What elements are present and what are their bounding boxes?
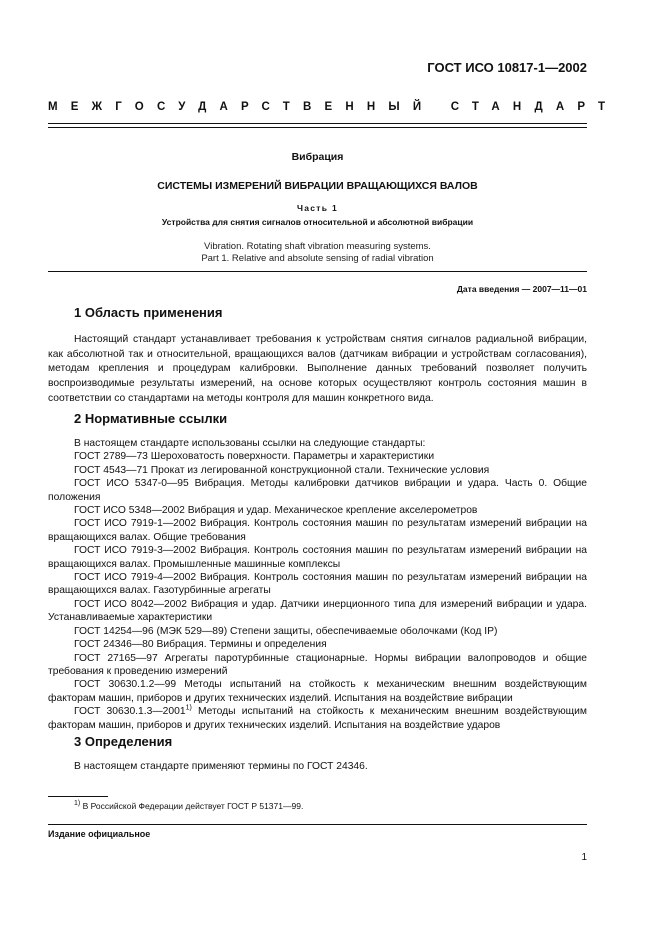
interstate-standard-banner: МЕЖГОСУДАРСТВЕННЫЙ СТАНДАРТ — [48, 101, 619, 113]
footnote-mark: 1) — [74, 800, 81, 808]
top-divider-2 — [48, 127, 587, 128]
section-3-text — [48, 760, 587, 775]
reference-item-footnoted — [48, 705, 587, 732]
reference-item: ГОСТ ИСО 5348—2002 Вибрация и удар. Механическое крепление акселерометров — [74, 505, 478, 517]
title-main: Вибрация — [291, 151, 344, 163]
reference-item: ГОСТ ИСО 7919-1—2002 Вибрация. Контроль состояния машин по результатам измерений вибрации на вращающихся валах. Общие требования — [48, 518, 587, 543]
section-1-paragraph: Настоящий стандарт устанавливает требования к устройствам снятия сигналов радиальной вибрации, как абсолютной так и относительной, вращающихся валов (датчикам вибрации и устройствам согласования), методам крепления и процедурам калибровки. Выполнение данных требований позволяет получить воспроизводимые результаты измерений, на основе которых осуществляют контроль состояния машин в соответствии со стандартами на методы контроля для машин конкретного вида. — [48, 334, 587, 404]
reference-item: ГОСТ ИСО 7919-3—2002 Вибрация. Контроль состояния машин по результатам измерений вибрации на вращающихся валах. Промышленные машинные комплексы — [48, 545, 587, 570]
section-1-text — [48, 333, 587, 407]
title-sub: СИСТЕМЫ ИЗМЕРЕНИЙ ВИБРАЦИИ ВРАЩАЮЩИХСЯ ВАЛОВ — [157, 180, 478, 192]
section-2-heading: 2 Нормативные ссылки — [74, 411, 228, 426]
reference-item: ГОСТ ИСО 8042—2002 Вибрация и удар. Датчики инерционного типа для измерений вибрации и удара. Устанавливаемые характеристики — [48, 598, 587, 624]
gost-number: ГОСТ ИСО 10817-1—2002 — [427, 60, 587, 75]
reference-item: ГОСТ 27165—97 Агрегаты паротурбинные стационарные. Нормы вибрации валопроводов и общие требования к проведению измерений — [48, 652, 587, 677]
references-list — [48, 437, 587, 732]
top-divider — [48, 123, 587, 124]
page-number: 1 — [581, 852, 587, 863]
official-edition-label: Издание официальное — [48, 829, 151, 839]
references-intro: В настоящем стандарте использованы ссылки на следующие стандарты: — [74, 438, 426, 449]
reference-item: ГОСТ ИСО 7919-4—2002 Вибрация. Контроль состояния машин по результатам измерений вибрации на вращающихся валах. Газотурбинные агрегаты — [48, 572, 587, 597]
section-3-paragraph: В настоящем стандарте применяют термины по ГОСТ 24346. — [74, 761, 368, 772]
footnote-text: В Российской Федерации действует ГОСТ Р 51371—99. — [80, 801, 304, 811]
bottom-divider — [48, 824, 587, 825]
reference-item: ГОСТ ИСО 5347-0—95 Вибрация. Методы калибровки датчиков вибрации и удара. Часть 0. Общие положения — [48, 478, 587, 503]
reference-item: ГОСТ 4543—71 Прокат из легированной конструкционной стали. Технические условия — [74, 464, 490, 476]
reference-item: ГОСТ 14254—96 (МЭК 529—89) Степени защиты, обеспечиваемые оболочками (Код IP) — [74, 625, 498, 637]
footnote-ref-mark[interactable]: 1) — [185, 704, 192, 712]
english-title-line1: Vibration. Rotating shaft vibration measuring systems. — [204, 241, 431, 252]
footnote — [74, 801, 303, 811]
title-part-sub: Устройства для снятия сигналов относительной и абсолютной вибрации — [161, 217, 474, 227]
title-part: Часть 1 — [296, 203, 338, 213]
reference-item: ГОСТ 24346—80 Вибрация. Термины и определения — [74, 639, 327, 651]
reference-title: Методы испытаний на стойкость к механическим внешним воздействующим факторам машин, приборов и других технических изделий. Испытания на воздействие ударов — [48, 706, 587, 731]
section-1-heading: 1 Область применения — [74, 305, 223, 320]
introduction-date: Дата введения — 2007—11—01 — [456, 284, 587, 294]
section-3-heading: 3 Определения — [74, 734, 173, 749]
reference-item: ГОСТ 30630.1.2—99 Методы испытаний на стойкость к механическим внешним воздействующим факторам машин, приборов и других технических изделий. Испытания на воздействие вибрации — [48, 679, 587, 704]
reference-item: ГОСТ 2789—73 Шероховатость поверхности. Параметры и характеристики — [74, 451, 435, 463]
title-divider — [48, 271, 587, 272]
reference-code: ГОСТ 30630.1.3—2001 — [74, 706, 186, 718]
footnote-divider — [48, 796, 108, 797]
english-title-line2: Part 1. Relative and absolute sensing of radial vibration — [201, 253, 434, 264]
